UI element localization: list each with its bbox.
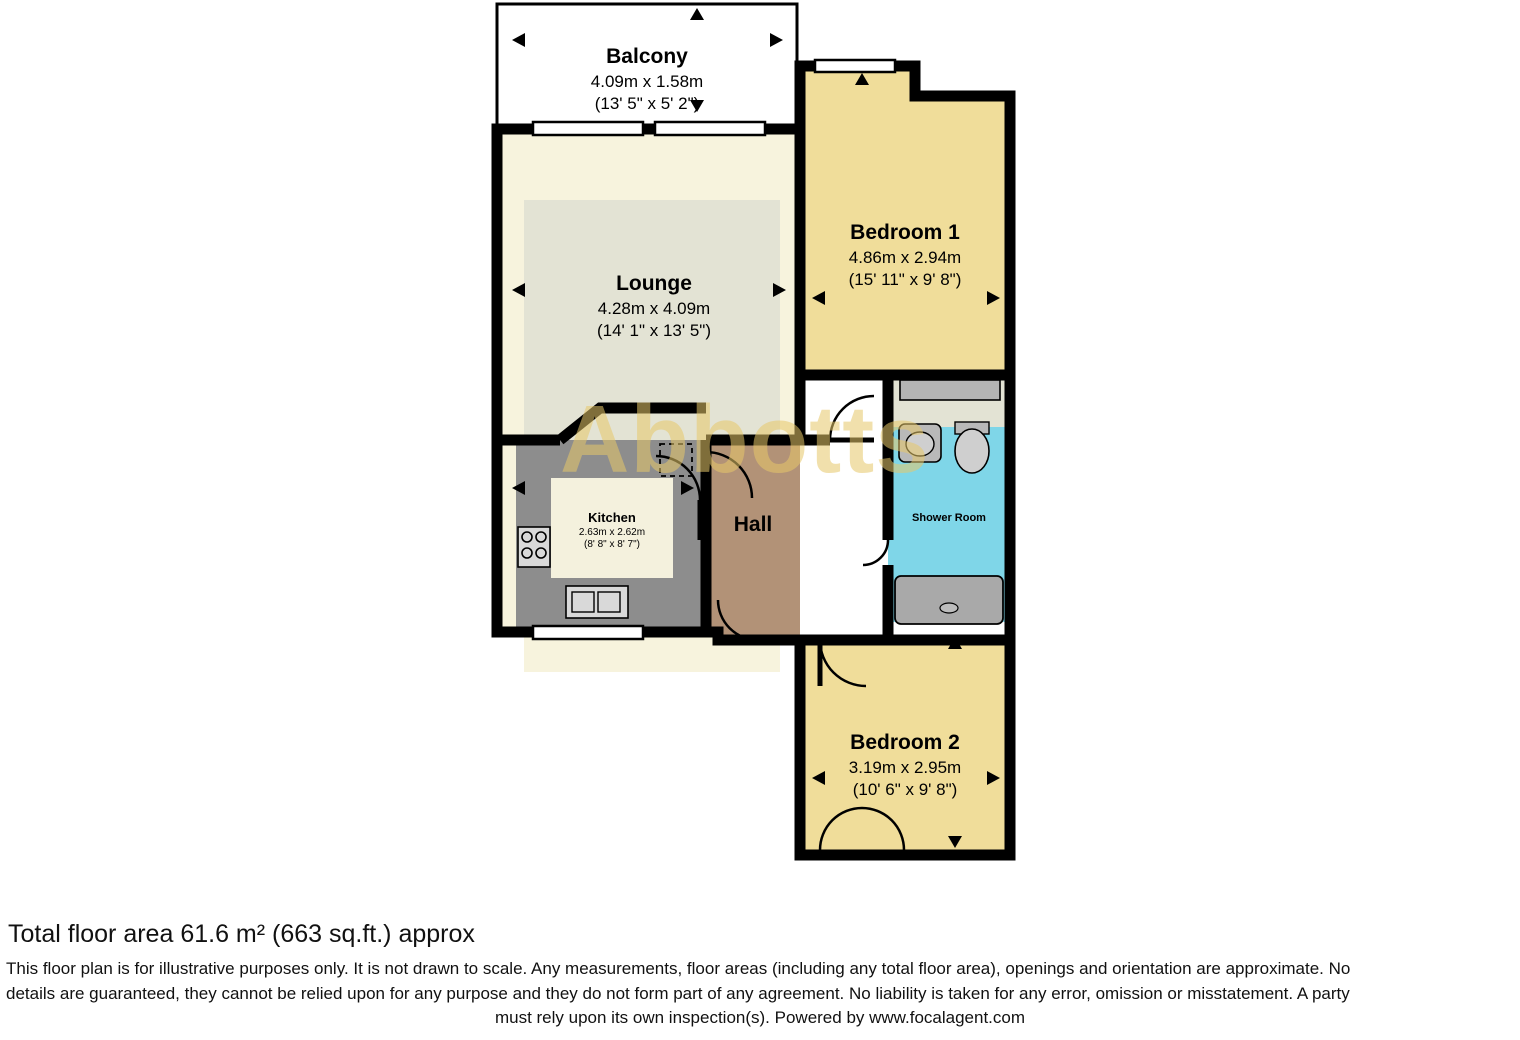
- watermark-text: Abbotts: [560, 386, 930, 493]
- door-shower-room: [863, 540, 888, 565]
- disclaimer: [0, 957, 1520, 1031]
- room-label-shower: [888, 511, 1010, 525]
- balcony-dim-m: 4.09m x 1.58m: [590, 71, 704, 91]
- kitchen-hob-icon: [518, 527, 550, 567]
- disclaimer-line-2: details are guaranteed, they cannot be relied upon for any purpose and they do not form part of any agreement. No liability is taken for any error, omission or misstatement. A party: [6, 983, 1350, 1003]
- bedroom1-name: Bedroom 1: [850, 221, 960, 244]
- kitchen-name: Kitchen: [588, 510, 636, 525]
- disclaimer-line-3: must rely upon its own inspection(s). Powered by www.focalagent.com: [494, 1008, 1026, 1028]
- wash-basin-icon: [899, 424, 941, 462]
- kitchen-sink-icon: [566, 586, 628, 618]
- room-label-balcony: [497, 44, 797, 114]
- room-label-bedroom2: [800, 730, 1010, 800]
- room-label-kitchen: [551, 510, 673, 552]
- lounge-dim-m: 4.28m x 4.09m: [597, 298, 711, 318]
- bedroom2-name: Bedroom 2: [850, 731, 960, 754]
- lounge-name: Lounge: [616, 272, 692, 295]
- shower-room-name: Shower Room: [912, 512, 986, 524]
- window-kitchen-bottom: [533, 626, 643, 639]
- window-bedroom1-top: [815, 60, 895, 72]
- disclaimer-line-1: This floor plan is for illustrative purposes only. It is not drawn to scale. Any measurements, floor areas (including any total floor area), openings and orientation are approximate. No: [6, 959, 1351, 978]
- shower-room-cupboard-icon: [900, 380, 1000, 400]
- lounge-dim-ft: (14' 1" x 13' 5"): [596, 320, 711, 340]
- door-bedroom1: [830, 396, 874, 440]
- window-lounge-top-2: [655, 122, 765, 135]
- room-label-hall: [706, 512, 800, 539]
- window-lounge-top: [533, 122, 643, 135]
- balcony-dim-ft: (13' 5" x 5' 2"): [594, 93, 700, 113]
- room-label-lounge: [504, 271, 804, 341]
- kitchen-dim-m: 2.63m x 2.62m: [578, 526, 646, 538]
- bedroom1-dim-m: 4.86m x 2.94m: [848, 247, 962, 267]
- room-label-bedroom1: [800, 220, 1010, 290]
- kitchen-dim-ft: (8' 8" x 8' 7"): [584, 539, 640, 551]
- shower-tray-icon: [895, 576, 1003, 624]
- toilet-icon: [955, 422, 989, 473]
- bedroom2-dim-m: 3.19m x 2.95m: [848, 757, 962, 777]
- hall-name: Hall: [733, 513, 773, 536]
- bedroom1-dim-ft: (15' 11" x 9' 8"): [848, 269, 962, 289]
- bedroom2-dim-ft: (10' 6" x 9' 8"): [852, 779, 958, 799]
- footer: [0, 920, 1520, 1031]
- balcony-name: Balcony: [606, 45, 688, 68]
- total-floor-area: Total floor area 61.6 m² (663 sq.ft.) approx: [8, 920, 475, 948]
